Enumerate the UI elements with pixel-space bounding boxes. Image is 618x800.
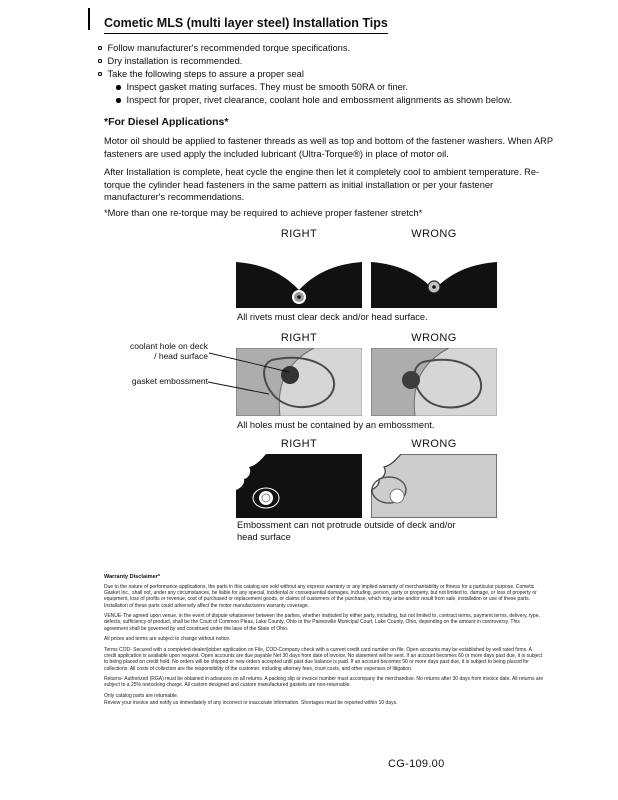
diesel-applications-heading: *For Diesel Applications*	[104, 116, 229, 128]
right-label-row1: RIGHT	[280, 228, 318, 240]
disclaimer-paragraph: Review your invoice and notify us immediately of any incorrect or inaccurate information. Shortages must be reported within 10 days.	[104, 700, 398, 707]
gasket-embossment-label: gasket embossment	[131, 376, 208, 386]
filled-bullet-icon	[116, 85, 121, 90]
embossment-deck-wrong-diagram	[371, 454, 497, 518]
diagrams-section	[0, 228, 618, 550]
tip-text: Dry installation is recommended.	[107, 56, 243, 66]
embossment-deck-right-diagram	[236, 454, 362, 518]
tip-item	[98, 42, 568, 55]
filled-bullet-icon	[116, 98, 121, 103]
tip-sub-item	[116, 81, 568, 94]
warranty-disclaimer-section	[104, 574, 545, 711]
wrong-label-row3: WRONG	[411, 438, 457, 450]
tip-text: Take the following steps to assure a proper seal	[107, 69, 304, 79]
disclaimer-paragraph: Returns- Authorized (RGA) must be obtained in advances on all returns. A packing slip or invoice number must accompany the merchandise. No returns after 30 days from invoice date. All returns are subject to a 25% restocking charge. All custom designed and custom manufactured gaskets are non-returnable.	[104, 676, 544, 689]
page-title: Cometic MLS (multi layer steel) Installation Tips	[104, 16, 388, 34]
row1-caption: All rivets must clear deck and/or head surface.	[237, 312, 428, 322]
disclaimer-paragraph: Terms COD- Secured with a completed dealer/jobber application on File, COD-Company check with a current credit card number on file. Open accounts may be established by well rated firms. A credit application is available upon request. Open accounts are due payable Net 30 days from date of invoice. No statement will be sent. If an account becomes 60 or more days past due, it is subject to being placed on credit hold. No orders will be shipped or new orders accepted until past due balance is paid. If an account becomes 90 or more days past due, it is subject to being placed for collections. All costs of collection are the responsibility of the customer, including attorney fees, court costs, and other expenses of litigation.	[104, 647, 543, 672]
diesel-paragraph-1: Motor oil should be applied to fastener threads as well as top and bottom of the fastener washers. When ARP fasteners are used apply the included lubricant (Ultra-Torque®) in place of motor oil.	[104, 136, 553, 159]
hole-embossment-wrong-diagram	[371, 348, 497, 416]
diesel-paragraph-2: After Installation is complete, heat cycle the engine then let it completely cool to ambient temperature. Re-torque the cylinder head fasteners in the same pattern as initial installation or per your fastener manufacturer's recommendations.	[104, 167, 540, 203]
wrong-label-row1: WRONG	[411, 228, 457, 240]
tip-item	[98, 55, 568, 68]
page-number-code: CG-109.00	[388, 758, 445, 770]
right-label-row2: RIGHT	[280, 332, 318, 344]
disclaimer-heading: Warranty Disclaimer*	[104, 574, 161, 580]
disclaimer-paragraph: VENUE-The agreed upon venue, in the event of dispute whatsoever between the parties, whether instituted by either party, including, but not limited to, contract terms, payment terms, delivery, type, defects, sufficiency of product, shall be the Court of Common Pleas, Lake County, Ohio or the Painesville Municipal Court, Lake County, Ohio, depending on the amount in controversy. This agreement shall be governed by and construed under the laws of the State of Ohio.	[104, 613, 540, 632]
open-bullet-icon	[98, 59, 102, 63]
wrong-label-row2: WRONG	[411, 332, 457, 344]
row3-caption: Embossment can not protrude outside of deck and/or head surface	[237, 520, 456, 542]
retorque-note: *More than one re-torque may be required to achieve proper fastener stretch*	[104, 208, 423, 218]
tip-item	[98, 68, 568, 81]
disclaimer-paragraph: All prices and terms are subject to change without notice.	[104, 636, 231, 643]
coolant-hole-label: coolant hole on deck / head surface	[130, 341, 208, 361]
installation-tips-list	[98, 42, 568, 107]
disclaimer-paragraph: Only catalog parts are returnable.	[104, 693, 179, 700]
disclaimer-paragraph: Due to the nature of performance applications, the parts in this catalog are sold without any express warranty or any implied warranty of merchantability or fitness for a particular purpose. Cometic Gasket Inc., shall not, under any circumstances, be liable for any special, incidental or consequential damages, including, person, party or property, but not limited to, damage, or loss of property or equipment, loss of profits or revenue, cost of purchased or replacement goods, or claims of customers of the purchase, which may arise and/or result from sale, installation or use of these parts. Installation of these parts could adversely affect the motor manufacturers warranty coverage.	[104, 584, 537, 609]
tip-text: Follow manufacturer's recommended torque specifications.	[107, 43, 351, 53]
hole-embossment-right-diagram	[236, 348, 362, 416]
row2-caption: All holes must be contained by an embossment.	[237, 420, 435, 430]
rivet-clearance-wrong-diagram	[371, 246, 497, 308]
rivet-clearance-right-diagram	[236, 246, 362, 308]
tip-text: Inspect gasket mating surfaces. They must be smooth 50RA or finer.	[126, 82, 408, 92]
tip-text: Inspect for proper, rivet clearance, coolant hole and embossment alignments as shown below.	[126, 95, 513, 105]
tip-sub-item	[116, 94, 568, 107]
page-edge-mark	[88, 8, 90, 30]
open-bullet-icon	[98, 72, 102, 76]
right-label-row3: RIGHT	[280, 438, 318, 450]
open-bullet-icon	[98, 46, 102, 50]
